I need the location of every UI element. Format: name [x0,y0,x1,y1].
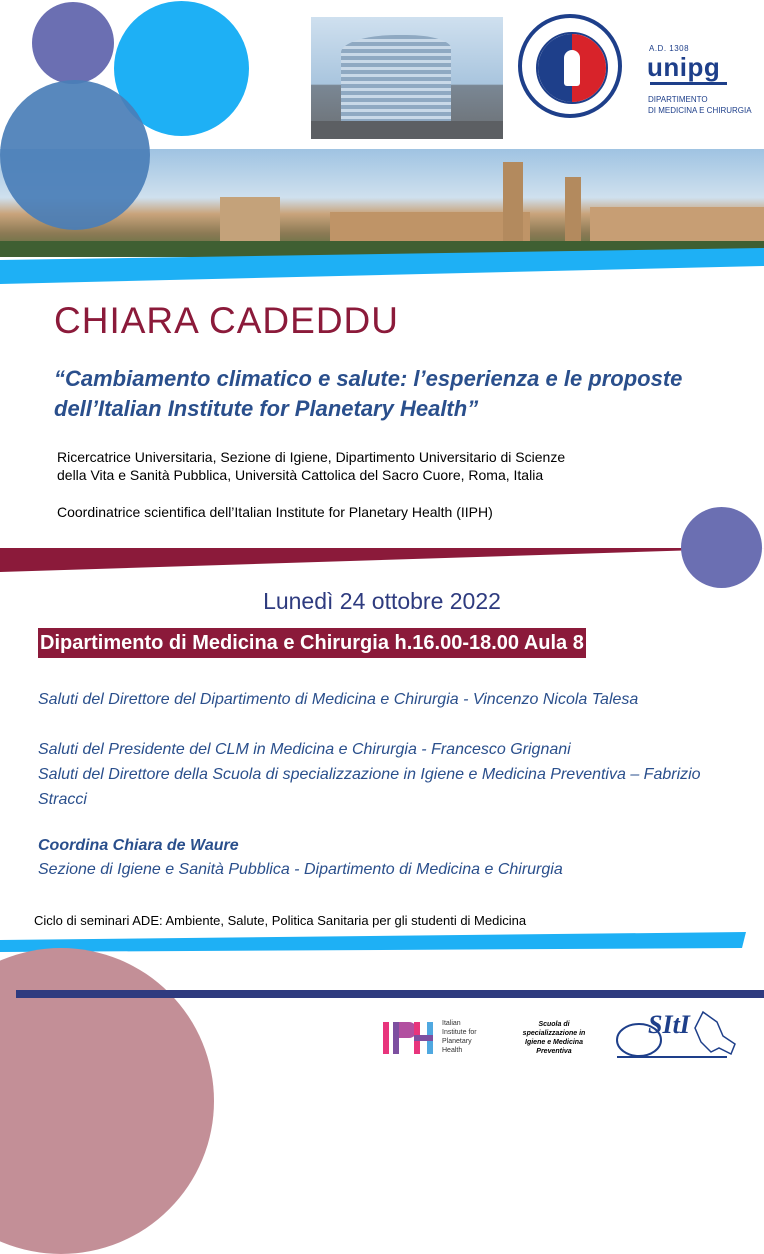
speaker-role: Ricercatrice Universitaria, Sezione di Igiene, Dipartimento Universitario di Scienze della Vita e Sanità Pubblica, Università Cattolica del Sacro Cuore, Roma, Italia [57,449,566,483]
iiph-logo-text: Italian Institute for Planetary Health [442,1020,477,1054]
sky-band-bottom [0,930,764,954]
greeting-item: Saluti del Direttore del Dipartimento di Medicina e Chirurgia - Vincenzo Nicola Talesa [38,691,639,708]
speaker-coordination: Coordinatrice scientifica dell’Italian Institute for Planetary Health (IIPH) [57,504,493,520]
decorative-circle-purple [32,2,114,84]
decorative-circle-right [681,507,762,588]
seminar-cycle: Ciclo di seminari ADE: Ambiente, Salute, Politica Sanitaria per gli studenti di Medicina [34,913,527,928]
burgundy-band [0,540,764,576]
greeting-item: Saluti del Presidente del CLM in Medicina e Chirurgia - Francesco Grignani [38,741,571,758]
university-seal-logo [518,14,622,118]
moderator-affiliation: Sezione di Igiene e Sanità Pubblica - Dipartimento di Medicina e Chirurgia [38,861,563,878]
unipg-logo: unipg [647,52,721,82]
decorative-circle-steel [0,80,150,230]
moderator-label: Coordina Chiara de Waure [38,837,239,854]
unipg-underline [650,82,727,85]
unipg-department: DIPARTIMENTO DI MEDICINA E CHIRURGIA [648,95,752,115]
iiph-logo [383,1020,438,1056]
department-building-photo [311,17,503,139]
event-date: Lunedì 24 ottobre 2022 [263,588,501,614]
sky-band-top [0,248,764,288]
scuola-logo-text: Scuola di specializzazione in Igiene e Medicina Preventiva [522,1021,586,1055]
event-venue: Dipartimento di Medicina e Chirurgia h.16.00-18.00 Aula 8 [38,628,586,658]
siti-logo: SItI [648,1010,690,1039]
navy-band-bottom [0,985,764,1003]
greeting-item: Saluti del Direttore della Scuola di specializzazione in Igiene e Medicina Preventiva – Fabrizio Stracci [38,766,701,808]
talk-title: “Cambiamento climatico e salute: l’esperienza e le proposte dell’Italian Institute for Planetary Health” [54,366,683,421]
unipg-year: A.D. 1308 [649,44,690,53]
speaker-name: CHIARA CADEDDU [54,300,399,341]
